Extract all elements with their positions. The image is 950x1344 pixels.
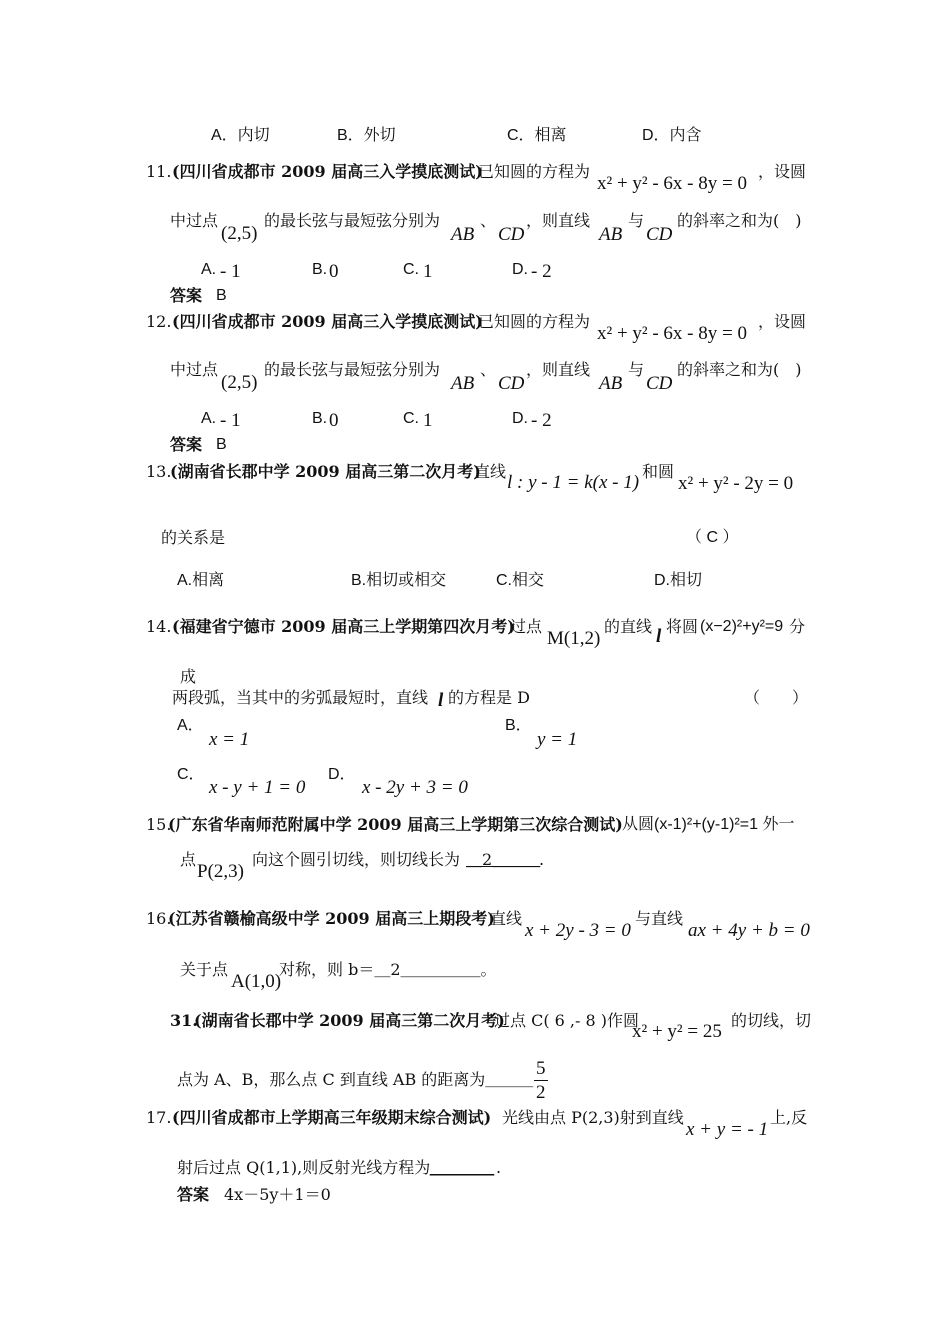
q12-option-c-label: C. — [403, 410, 419, 427]
q11-line-cd: CD — [646, 224, 673, 245]
q14-line-l: l — [656, 626, 662, 647]
q13-answer-paren: （ C ） — [686, 529, 739, 546]
q14-text-3: 将圆 — [666, 617, 699, 636]
q31-fraction-numerator: 5 — [536, 1058, 546, 1079]
q13-option-d: D.相切 — [654, 572, 703, 589]
q11-option-b-label: B. — [312, 261, 328, 278]
q11-chord-ab: AB — [451, 224, 475, 245]
q11-circle-equation: x² + y² - 6x - 8y = 0 — [597, 173, 747, 194]
q12-number: 12. — [146, 312, 172, 331]
q13-option-a: A.相离 — [177, 572, 225, 589]
q14-option-b-label: B． — [505, 717, 532, 734]
q13-source: (湖南省长郡中学 2009 届高三第二次月考) — [170, 462, 481, 481]
q11-text-6: 与 — [628, 211, 645, 230]
q12-line-ab: AB — [599, 373, 623, 394]
q16-text-1: 直线 — [490, 909, 523, 928]
q16-point: A(1,0) — [231, 971, 282, 992]
q14-option-b-value: y = 1 — [537, 729, 578, 750]
q11-point: (2,5) — [221, 223, 258, 244]
q14-text-7: 的方程是 D — [448, 688, 530, 707]
q12-separator: 、 — [480, 360, 497, 379]
q17-text-2: 上,反 — [770, 1108, 808, 1127]
q12-option-b-value: 0 — [329, 410, 339, 431]
q16-text-2: 与直线 — [635, 909, 684, 928]
q13-option-b: B.相切或相交 — [351, 572, 447, 589]
q16-text-4: 对称，则 b＝＿2＿＿＿＿＿。 — [279, 960, 497, 979]
q14-text-5: 成 — [180, 667, 197, 686]
q31-text-1: 过点 C( 6 ,- 8 )作圆 — [494, 1011, 640, 1030]
q17-text-3: 射后过点 Q(1,1),则反射光线方程为 — [177, 1158, 431, 1177]
q14-text-6: 两段弧，当其中的劣弧最短时，直线 — [172, 688, 429, 707]
q10-option-a: A．内切 — [211, 127, 270, 144]
q13-option-c: C.相交 — [496, 572, 545, 589]
q12-answer-value: B — [216, 436, 227, 453]
q11-option-b-value: 0 — [329, 261, 339, 282]
q12-line-cd: CD — [646, 373, 673, 394]
q16-number: 16. — [146, 909, 172, 928]
q31-circle-equation: x² + y² = 25 — [632, 1021, 722, 1042]
q11-option-d-value: - 2 — [531, 261, 552, 282]
q12-text-7: 的斜率之和为( ) — [677, 360, 802, 379]
q12-text-4: 的最长弦与最短弦分别为 — [264, 360, 441, 379]
q16-source: (江苏省赣榆高级中学 2009 届高三上期段考) — [168, 909, 495, 928]
q31-text-3: 点为 A、B，那么点 C 到直线 AB 的距离为＿＿＿ — [177, 1070, 534, 1089]
q17-source: (四川省成都市上学期高三年级期末综合测试) — [172, 1108, 492, 1127]
q17-answer-value: 4x－5y＋1＝0 — [224, 1185, 331, 1204]
q14-text-1: 过点 — [510, 617, 543, 636]
q11-option-a-label: A. — [201, 261, 217, 278]
q12-point: (2,5) — [221, 372, 258, 393]
q11-text-7: 的斜率之和为( ) — [677, 211, 802, 230]
q13-text-2: 和圆 — [642, 462, 675, 481]
q12-option-b-label: B. — [312, 410, 328, 427]
q11-separator: 、 — [480, 211, 497, 230]
q14-answer-paren: （ ） — [744, 688, 809, 707]
q15-text-1: 从圆(x-1)²+(y-1)²=1 外一 — [622, 816, 795, 833]
q14-point: M(1,2) — [547, 628, 601, 649]
q15-text-3: 向这个圆引切线，则切线长为 — [252, 850, 461, 869]
q11-text-5: ，则直线 — [526, 211, 591, 230]
q12-option-d-value: - 2 — [531, 410, 552, 431]
q16-line-2: ax + 4y + b = 0 — [688, 920, 810, 941]
q11-option-d-label: D. — [512, 261, 528, 278]
q12-text-3: 中过点 — [170, 360, 219, 379]
q12-circle-equation: x² + y² - 6x - 8y = 0 — [597, 323, 747, 344]
q10-option-c: C．相离 — [507, 127, 567, 144]
q12-text-1: 已知圆的方程为 — [478, 312, 591, 331]
q14-option-a-label: A． — [177, 717, 204, 734]
q17-text-1: 光线由点 P(2,3)射到直线 — [502, 1108, 684, 1127]
q11-text-3: 中过点 — [170, 211, 219, 230]
q14-option-c-value: x - y + 1 = 0 — [209, 777, 306, 798]
q15-text-2: 点 — [180, 850, 197, 869]
q13-line-equation: l : y - 1 = k(x - 1) — [507, 472, 640, 493]
q12-option-a-value: - 1 — [220, 410, 241, 431]
q14-option-d-value: x - 2y + 3 = 0 — [362, 777, 468, 798]
q11-number: 11. — [146, 162, 172, 181]
q31-answer-fraction — [534, 1059, 548, 1102]
q10-option-b: B．外切 — [337, 127, 396, 144]
q11-text-2: ，设圆 — [758, 162, 807, 181]
q13-circle-equation: x² + y² - 2y = 0 — [678, 473, 794, 494]
q31-text-2: 的切线，切 — [731, 1011, 812, 1030]
q14-line-l-2: l — [438, 690, 444, 711]
q13-text-3: 的关系是 — [161, 528, 226, 547]
q11-chord-cd: CD — [498, 224, 525, 245]
q12-option-c-value: 1 — [423, 410, 433, 431]
q12-option-d-label: D. — [512, 410, 528, 427]
q12-chord-cd: CD — [498, 373, 525, 394]
q13-number: 13. — [146, 462, 172, 481]
q12-chord-ab: AB — [451, 373, 475, 394]
q11-option-c-label: C. — [403, 261, 419, 278]
q17-answer-label: 答案 — [177, 1185, 210, 1204]
q17-text-4: . — [496, 1158, 502, 1177]
q12-source: (四川省成都市 2009 届高三入学摸底测试) — [172, 312, 483, 331]
q11-line-ab: AB — [599, 224, 623, 245]
q15-answer-blank: ＿2＿＿＿ — [466, 850, 541, 869]
q12-text-2: ，设圆 — [758, 312, 807, 331]
q10-option-d: D．内含 — [642, 127, 702, 144]
q15-text-4: . — [539, 850, 545, 869]
q13-text-1: 直线 — [474, 462, 507, 481]
q11-text-4: 的最长弦与最短弦分别为 — [264, 211, 441, 230]
q16-text-3: 关于点 — [180, 960, 229, 979]
q11-answer-value: B — [216, 287, 227, 304]
q11-option-a-value: - 1 — [220, 261, 241, 282]
q15-source: (广东省华南师范附属中学 2009 届高三上学期第三次综合测试) — [168, 815, 623, 834]
q15-number: 15. — [146, 815, 172, 834]
q31-source: (湖南省长郡中学 2009 届高三第二次月考) — [194, 1011, 505, 1030]
q14-text-4: 分 — [789, 617, 806, 636]
q11-source: (四川省成都市 2009 届高三入学摸底测试) — [172, 162, 483, 181]
q14-number: 14. — [146, 617, 172, 636]
q14-circle-equation: (x−2)²+y²=9 — [700, 618, 784, 635]
q17-line-equation: x + y = - 1 — [686, 1119, 769, 1140]
q11-text-1: 已知圆的方程为 — [478, 162, 591, 181]
q15-point: P(2,3) — [197, 861, 244, 882]
q11-answer-label: 答案 — [170, 286, 203, 305]
q11-option-c-value: 1 — [423, 261, 433, 282]
q14-option-c-label: C． — [177, 766, 205, 783]
q14-text-2: 的直线 — [604, 617, 653, 636]
q31-fraction-denominator: 2 — [536, 1082, 546, 1103]
q12-text-5: ，则直线 — [526, 360, 591, 379]
q14-source: (福建省宁德市 2009 届高三上学期第四次月考) — [172, 617, 515, 636]
q17-answer-blank: ＿＿＿＿ — [430, 1158, 495, 1177]
q14-option-d-label: D． — [328, 766, 356, 783]
q31-number: 31. — [170, 1011, 198, 1030]
q12-text-6: 与 — [628, 360, 645, 379]
q12-answer-label: 答案 — [170, 435, 203, 454]
q14-option-a-value: x = 1 — [209, 729, 250, 750]
q17-number: 17. — [146, 1108, 172, 1127]
q16-line-1: x + 2y - 3 = 0 — [525, 920, 631, 941]
q12-option-a-label: A. — [201, 410, 217, 427]
